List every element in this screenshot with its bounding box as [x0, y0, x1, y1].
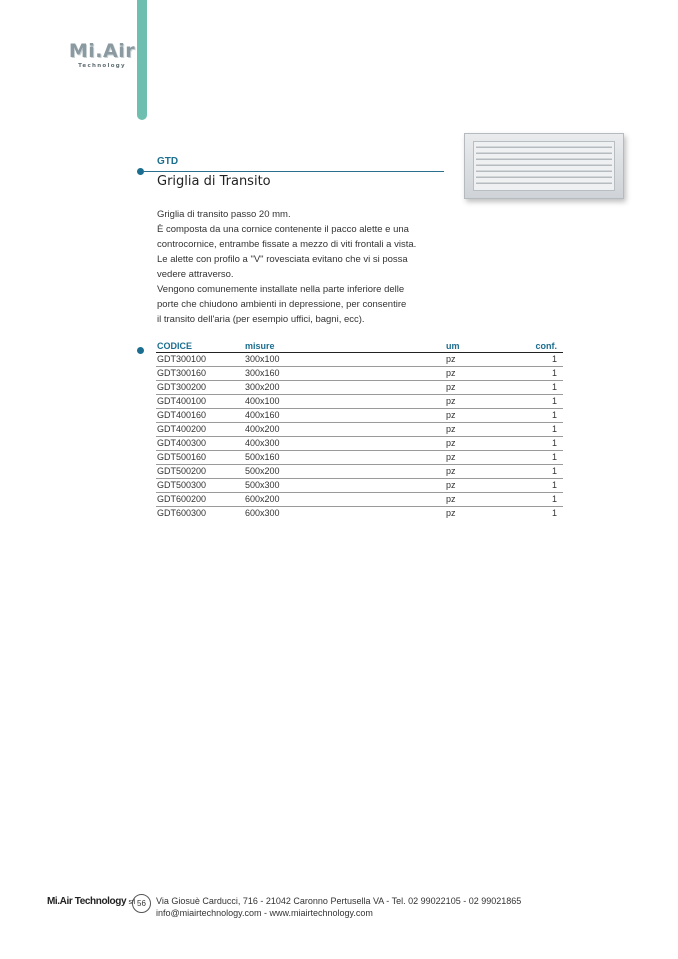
grille-slat [476, 163, 612, 166]
cell-code: GDT400100 [156, 395, 244, 409]
cell-size: 300x100 [244, 353, 445, 367]
cell-size: 400x300 [244, 437, 445, 451]
cell-size: 600x300 [245, 508, 280, 518]
header-conf: conf. [506, 339, 563, 353]
table-row [156, 409, 563, 423]
cell-um: pz [445, 437, 506, 451]
description-line: vedere attraverso. [157, 269, 234, 280]
footer-brand [47, 896, 135, 907]
cell-um: pz [445, 479, 506, 493]
cell-code: GDT600300 [157, 508, 207, 518]
table-row [156, 465, 563, 479]
cell-code: GDT300100 [156, 353, 244, 367]
cell-code: GDT400200 [156, 423, 244, 437]
grille-slat [476, 175, 612, 178]
cell-um: pz [445, 353, 506, 367]
table-row [156, 507, 563, 521]
cell-size: 600x200 [244, 493, 445, 507]
cell-um: pz [445, 409, 506, 423]
cell-um: pz [445, 465, 506, 479]
description-line: Griglia di transito passo 20 mm. [157, 209, 291, 220]
table-bullet [137, 347, 144, 354]
grille-slat [476, 181, 612, 184]
table-row [156, 381, 563, 395]
description-line: il transito dell'aria (per esempio uffici, bagni, ecc). [157, 314, 365, 325]
grille-frame [473, 141, 615, 191]
cell-size: 500x300 [244, 479, 445, 493]
description-line: È composta da una cornice contenente il pacco alette e una [157, 224, 409, 235]
section-divider [144, 171, 444, 172]
section-bullet [137, 168, 144, 175]
cell-conf: 1 [551, 508, 557, 518]
logo-subtitle: Technology [78, 63, 126, 69]
cell-um: pz [445, 493, 506, 507]
table-row [156, 395, 563, 409]
product-title: Griglia di Transito [157, 174, 271, 189]
grille-slat [476, 145, 612, 148]
footer-contact-line: info@miairtechnology.com - www.miairtechnology.com [156, 908, 373, 918]
company-logo [66, 40, 138, 70]
cell-um: pz [445, 367, 506, 381]
cell-conf: 1 [506, 437, 563, 451]
table-row [156, 451, 563, 465]
cell-size: 400x200 [244, 423, 445, 437]
header-code: CODICE [156, 339, 244, 353]
cell-conf: 1 [506, 409, 563, 423]
grille-slat [476, 169, 612, 172]
footer-brand-name: Mi.Air Technology [47, 896, 127, 907]
footer-brand-suffix: srl [128, 899, 135, 906]
cell-conf: 1 [506, 479, 563, 493]
header-um: um [445, 339, 506, 353]
cell-um: pz [446, 508, 456, 518]
table-row [156, 367, 563, 381]
grille-slat [476, 151, 612, 154]
cell-size: 300x200 [244, 381, 445, 395]
cell-conf: 1 [506, 423, 563, 437]
cell-code: GDT500200 [156, 465, 244, 479]
cell-size: 400x160 [244, 409, 445, 423]
cell-conf: 1 [506, 367, 563, 381]
description-line: porte che chiudono ambienti in depressione, per consentire [157, 299, 407, 310]
cell-code: GDT400300 [156, 437, 244, 451]
cell-code: GDT600200 [156, 493, 244, 507]
cell-code: GDT400160 [156, 409, 244, 423]
cell-conf: 1 [506, 395, 563, 409]
cell-size: 500x160 [244, 451, 445, 465]
cell-conf: 1 [506, 465, 563, 479]
logo-name: Mi.Air [68, 40, 136, 62]
cell-um: pz [445, 423, 506, 437]
table-row [156, 493, 563, 507]
description-line: Vengono comunemente installate nella parte inferiore delle [157, 284, 405, 295]
header-size: misure [244, 339, 445, 353]
cell-size: 300x160 [244, 367, 445, 381]
table-header-row [156, 339, 563, 353]
grille-icon [464, 133, 624, 199]
cell-conf: 1 [506, 381, 563, 395]
cell-code: GDT500160 [156, 451, 244, 465]
cell-size: 500x200 [244, 465, 445, 479]
table-row [156, 437, 563, 451]
cell-conf: 1 [506, 451, 563, 465]
cell-code: GDT300160 [156, 367, 244, 381]
table-row [156, 423, 563, 437]
cell-um: pz [445, 381, 506, 395]
page-number: 56 [132, 894, 151, 913]
footer-address-line: Via Giosuè Carducci, 716 - 21042 Caronno Pertusella VA - Tel. 02 99022105 - 02 99021865 [156, 896, 522, 906]
cell-um: pz [445, 451, 506, 465]
table-row [156, 353, 563, 367]
cell-um: pz [445, 395, 506, 409]
footer-address [156, 895, 521, 919]
description-line: Le alette con profilo a "V" rovesciata evitano che vi si possa [157, 254, 408, 265]
header-accent-bar [137, 0, 147, 120]
product-description [157, 207, 457, 327]
table-row [156, 479, 563, 493]
product-codes-table [156, 339, 563, 520]
cell-conf: 1 [506, 493, 563, 507]
grille-slat [476, 157, 612, 160]
cell-size: 400x100 [244, 395, 445, 409]
cell-code: GDT300200 [156, 381, 244, 395]
description-line: controcornice, entrambe fissate a mezzo di viti frontali a vista. [157, 239, 417, 250]
product-code-label: GTD [157, 156, 179, 167]
cell-code: GDT500300 [156, 479, 244, 493]
cell-conf: 1 [506, 353, 563, 367]
